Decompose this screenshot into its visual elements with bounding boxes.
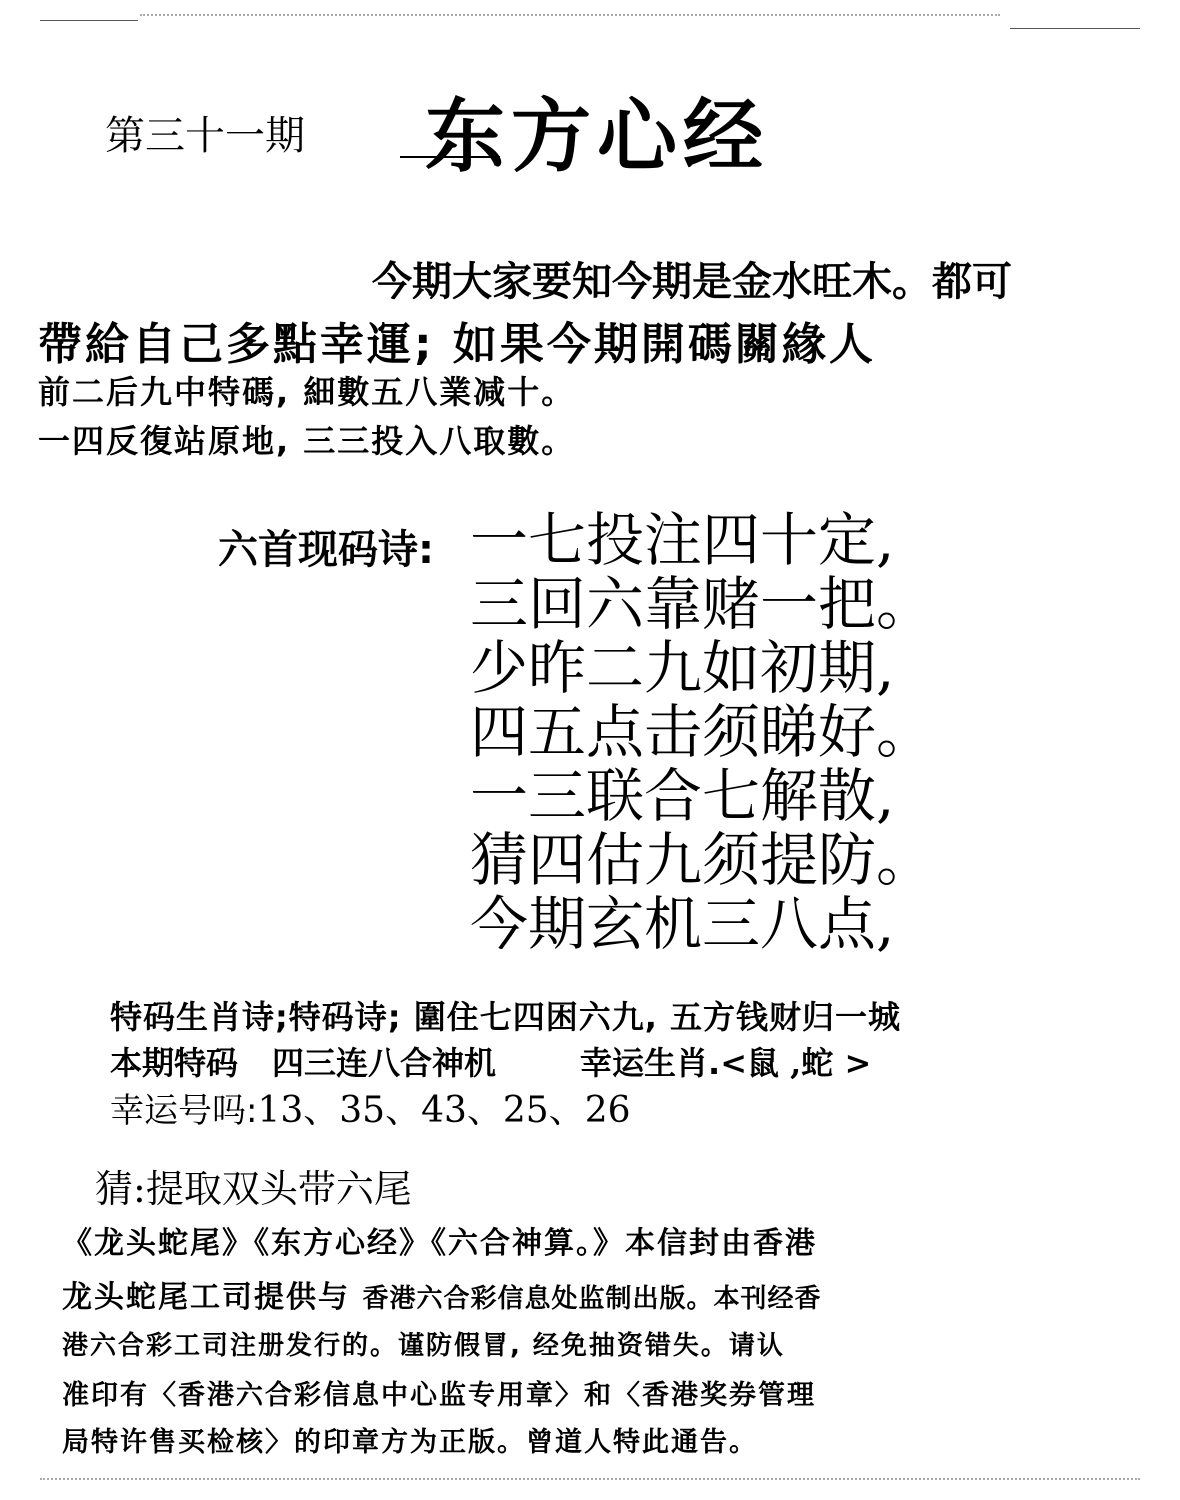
intro-line-2: 帶給自己多點幸運; 如果今期開碼關緣人 [38, 319, 876, 370]
bottom-dotted-border [40, 1478, 1140, 1480]
footer-line-3: 港六合彩工司注册发行的。谨防假冒, 经免抽资错失。请认 [62, 1331, 785, 1361]
poem-line: 少昨二九如初期, [470, 634, 895, 702]
footer-line-2 [62, 1272, 821, 1316]
top-dotted-border [140, 14, 1000, 16]
special-code-label: 本期特码 [110, 1044, 239, 1082]
lucky-numbers-line [110, 1082, 631, 1133]
footer-line-2b: 香港六合彩信息处监制出版。本刊经香 [362, 1284, 822, 1314]
footer-line-4: 准印有〈香港六合彩信息中心监专用章〉和〈香港奖券管理 [62, 1380, 816, 1411]
lucky-numbers: 13、35、43、25、26 [257, 1090, 631, 1131]
footer-line-2a: 龙头蛇尾工司提供与 [62, 1280, 350, 1315]
title-underline [400, 156, 500, 158]
lucky-label: 幸运号吗: [110, 1091, 258, 1131]
intro-line-1: 今期大家要知今期是金水旺木。都可 [372, 259, 1012, 305]
issue-number: 第三十一期 [105, 113, 305, 159]
footer-line-1: 《龙头蛇尾》《东方心经》《六合神算。》本信封由香港 [62, 1226, 817, 1261]
poem-block [470, 508, 934, 956]
poem-line: 今期玄机三八点, [470, 890, 895, 958]
zodiac-value: <鼠 ,蛇 > [720, 1044, 872, 1082]
intro-line-4: 一四反復站原地, 三三投入八取數。 [38, 422, 576, 460]
poem-line: 一三联合七解散, [470, 762, 895, 830]
intro-line-3: 前二后九中特碼, 細數五八業减十。 [38, 373, 576, 411]
footer-line-5: 局特许售买检核〉的印章方为正版。曾道人特此通告。 [62, 1427, 758, 1458]
poem-line: 四五点击须睇好。 [470, 698, 935, 766]
guess-text: :提取双头带六尾 [133, 1167, 412, 1211]
guess-line [95, 1158, 412, 1213]
zodiac-label: 幸运生肖. [580, 1044, 721, 1082]
poem-line: 一七投注四十定, [470, 506, 895, 574]
poem-line: 三回六靠赌一把。 [470, 570, 935, 638]
special-code-line [110, 1038, 871, 1084]
top-right-rule [1010, 28, 1140, 29]
poem-label: 六首现码诗: [218, 527, 434, 573]
special-code-text: 四三连八合神机 [272, 1044, 497, 1082]
special-poem-line: 特码生肖诗;特码诗; 圍住七四困六九, 五方钱财归一城 [110, 998, 902, 1036]
top-left-rule [40, 20, 138, 21]
page-title: 东方心经 [425, 90, 769, 183]
poem-line: 猜四估九须提防。 [470, 826, 935, 894]
guess-label: 猜 [95, 1167, 134, 1211]
